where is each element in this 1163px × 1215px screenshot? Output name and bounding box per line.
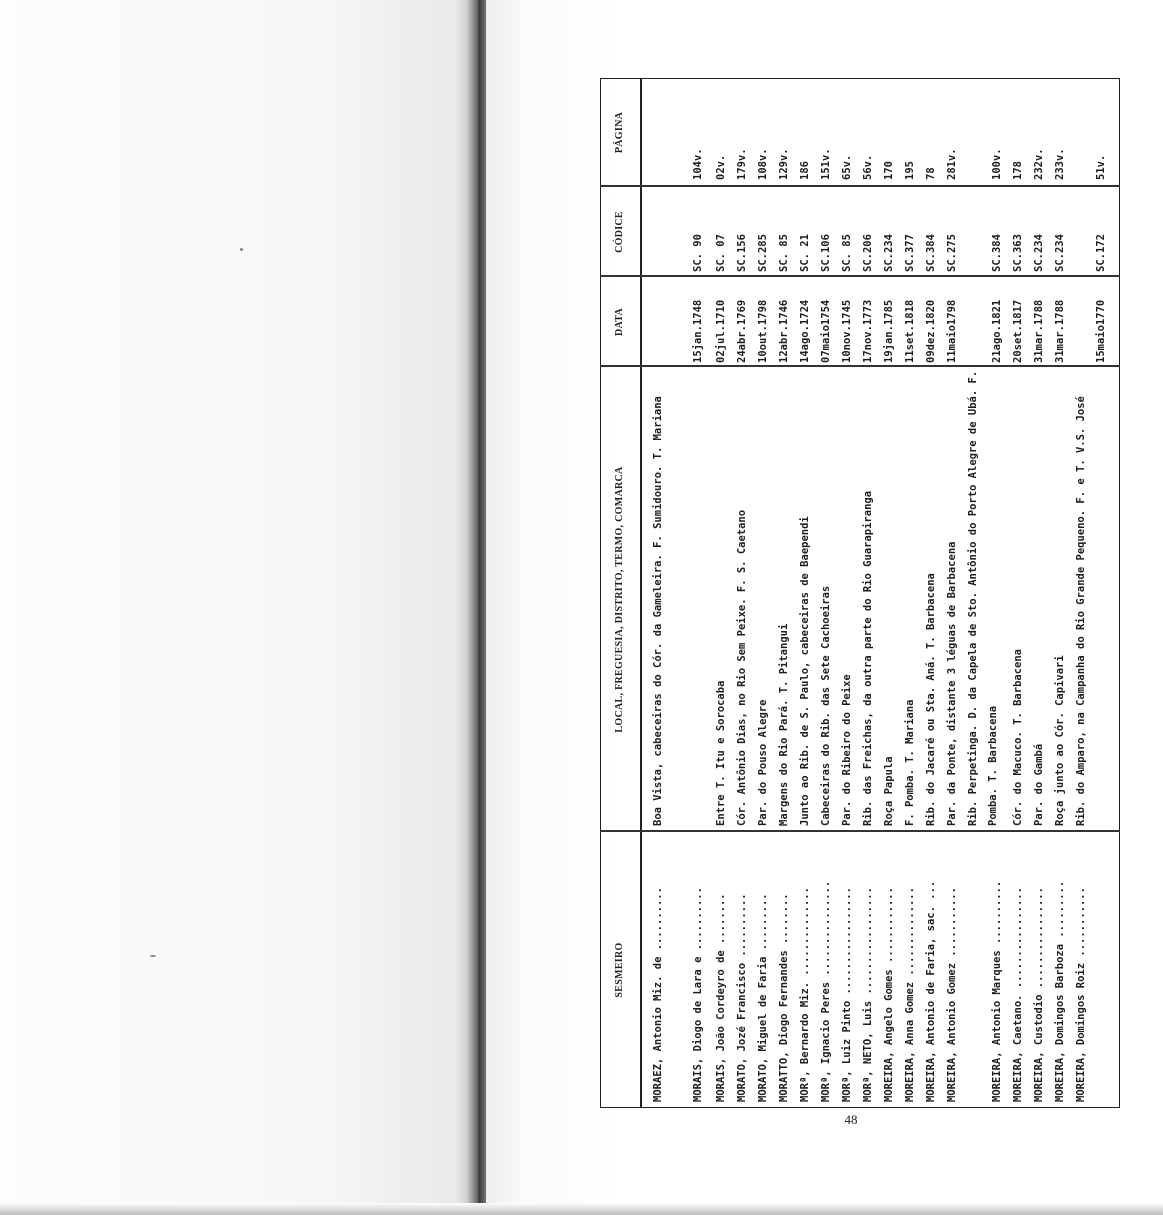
column-divider xyxy=(600,186,1120,188)
cell-local: Cór. Antônio Dias, no Rio Sem Peixe. F. S. Caetano xyxy=(736,509,748,826)
cell-pagina: 51v. xyxy=(1095,154,1107,180)
header-local: LOCAL, FREGUESIA, DISTRITO, TERMO, COMARCA xyxy=(614,466,625,733)
cell-local: Rib. Perpetinga. D. da Capela de Sto. Antônio do Porto Alegre de Ubá. F. Pomba. T. Barbacena xyxy=(967,370,999,826)
cell-sesmeiro: MORAIS, Diogo de Lara e .......... xyxy=(692,887,704,1102)
cell-data: 10out.1798 xyxy=(757,299,769,363)
header-data: DATA xyxy=(614,307,625,337)
cell-codice: SC.234 xyxy=(883,234,895,272)
cell-local: Par. do Pouso Alegre xyxy=(757,699,769,826)
cell-sesmeiro: MOREIRA, Antonio de Faria, sac. ... xyxy=(925,880,937,1102)
cell-sesmeiro: MORAIS, João Cordeyro de ........ xyxy=(715,893,727,1102)
cell-local: Par. do Gambá xyxy=(1033,743,1045,826)
cell-codice: SC.384 xyxy=(925,234,937,272)
cell-pagina: 78 xyxy=(925,167,937,180)
cell-pagina: 100v. xyxy=(991,148,1003,180)
cell-local: Roça Papula xyxy=(883,756,895,826)
header-divider xyxy=(640,78,642,1108)
cell-pagina: 232v. xyxy=(1033,148,1045,180)
cell-data: 21ago.1821 xyxy=(991,299,1003,363)
cell-data: 15jan.1748 xyxy=(692,299,704,363)
cell-sesmeiro: MORATTO, Diogo Fernandes ........ xyxy=(778,893,790,1102)
cell-pagina: 186 xyxy=(799,161,811,180)
cell-sesmeiro: MOREIRA, Antonio Gomez ........... xyxy=(946,887,958,1102)
cell-codice: SC.106 xyxy=(820,234,832,272)
cell-sesmeiro: MORATO, Jozé Francisco .......... xyxy=(736,893,748,1102)
cell-sesmeiro: MOREIRA, Caetano. ................ xyxy=(1012,887,1024,1102)
header-codice: CÓDICE xyxy=(614,211,625,253)
cell-pagina: 195 xyxy=(904,161,916,180)
cell-codice: SC. 85 xyxy=(841,234,853,272)
cell-sesmeiro: MOREIRA, Domingos Barboza ......... xyxy=(1054,880,1066,1102)
cell-pagina: 281v. xyxy=(946,148,958,180)
cell-codice: SC.234 xyxy=(1033,234,1045,272)
header-pagina: PÁGINA xyxy=(614,111,625,154)
cell-pagina: 129v. xyxy=(778,148,790,180)
cell-codice: SC. 07 xyxy=(715,234,727,272)
cell-sesmeiro: MOREIRA, Custodio ................ xyxy=(1033,887,1045,1102)
cell-local: Cór. do Macuco. T. Barbacena xyxy=(1012,648,1024,826)
cell-data: 09dez.1820 xyxy=(925,299,937,363)
cell-local: Roça junto ao Cór. Capivari xyxy=(1054,655,1066,826)
cell-codice: SC.377 xyxy=(904,234,916,272)
cell-codice: SC.206 xyxy=(862,234,874,272)
cell-local: Par. da Ponte, distante 3 léguas de Barbacena xyxy=(946,541,958,826)
cell-data: 02jul.1710 xyxy=(715,299,727,363)
cell-data: 17nov.1773 xyxy=(862,299,874,363)
column-divider xyxy=(600,276,1120,278)
cell-sesmeiro: MOREIRA, Angelo Gomes ............ xyxy=(883,887,895,1102)
cell-codice: SC.363 xyxy=(1012,234,1024,272)
cell-data: 14ago.1724 xyxy=(799,299,811,363)
cell-sesmeiro: MORª, Ignacio Peres ............... xyxy=(820,880,832,1102)
cell-codice: SC.156 xyxy=(736,234,748,272)
cell-pagina: 02v. xyxy=(715,154,727,180)
cell-data: 12abr.1746 xyxy=(778,299,790,363)
column-divider xyxy=(600,831,1120,833)
scan-speck xyxy=(240,248,243,251)
cell-local: Entre T. Itu e Sorocaba xyxy=(715,680,727,826)
cell-sesmeiro: MOREIRA, Anna Gomez .............. xyxy=(904,887,916,1102)
cell-pagina: 178 xyxy=(1012,161,1024,180)
cell-sesmeiro: MORATO, Miguel de Faria ......... xyxy=(757,893,769,1102)
cell-pagina: 56v. xyxy=(862,154,874,180)
cell-data: 31mar.1788 xyxy=(1033,299,1045,363)
cell-pagina: 65v. xyxy=(841,154,853,180)
cell-codice: SC. 90 xyxy=(692,234,704,272)
cell-codice: SC.384 xyxy=(991,234,1003,272)
cell-sesmeiro: MORª, NETO, Luis ................. xyxy=(862,887,874,1102)
cell-pagina: 233v. xyxy=(1054,148,1066,180)
cell-local: Margens do Rio Pará. T. Pitangui xyxy=(778,623,790,826)
scan-bottom-edge xyxy=(0,1203,1163,1215)
cell-codice: SC.285 xyxy=(757,234,769,272)
cell-sesmeiro: MORª, Luiz Pinto ................. xyxy=(841,887,853,1102)
cell-local: Cabeceiras do Rib. das Sete Cachoeiras xyxy=(820,585,832,826)
cell-data: 10nov.1745 xyxy=(841,299,853,363)
cell-pagina: 108v. xyxy=(757,148,769,180)
column-divider xyxy=(600,366,1120,368)
cell-local: Rib. do Jacaré ou Sta. Aná. T. Barbacena xyxy=(925,573,937,826)
cell-sesmeiro: MOREIRA, Antonio Marques .......... xyxy=(991,880,1003,1102)
sesmarias-table xyxy=(600,78,1120,1108)
cell-codice: SC. 85 xyxy=(778,234,790,272)
cell-local: Rib. do Amparo, na Campanha do Rio Grande Pequeno. F. e T. V.S. José xyxy=(1075,396,1087,826)
cell-local: Par. do Ribeiro do Peixe xyxy=(841,674,853,826)
cell-local: Boa Vista, cabeceiras do Cór. da Gameleira. F. Sumidouro. T. Mariana xyxy=(652,396,664,826)
cell-pagina: 170 xyxy=(883,161,895,180)
cell-local: F. Pomba. T. Mariana xyxy=(904,699,916,826)
cell-data: 11set.1818 xyxy=(904,299,916,363)
cell-data: 24abr.1769 xyxy=(736,299,748,363)
cell-data: 11maio1798 xyxy=(946,299,958,363)
cell-data: 15maio1770 xyxy=(1095,299,1107,363)
header-sesmeiro: SESMEIRO xyxy=(614,942,625,998)
cell-sesmeiro: MORAEZ, Antonio Miz. de .......... xyxy=(652,887,664,1102)
cell-pagina: 104v. xyxy=(692,148,704,180)
cell-data: 20set.1817 xyxy=(1012,299,1024,363)
page-number: 48 xyxy=(844,1112,858,1127)
cell-local: Rib. das Freichas, da outra parte do Rio Guarapiranga xyxy=(862,490,874,826)
left-blank-page xyxy=(0,0,470,1215)
cell-codice: SC.234 xyxy=(1054,234,1066,272)
cell-codice: SC.275 xyxy=(946,234,958,272)
cell-codice: SC.172 xyxy=(1095,234,1107,272)
cell-pagina: 179v. xyxy=(736,148,748,180)
cell-sesmeiro: MOREIRA, Domingos Roiz ........... xyxy=(1075,887,1087,1102)
cell-data: 19jan.1785 xyxy=(883,299,895,363)
cell-codice: SC. 21 xyxy=(799,234,811,272)
cell-pagina: 151v. xyxy=(820,148,832,180)
scan-speck xyxy=(150,955,156,957)
cell-data: 31mar.1788 xyxy=(1054,299,1066,363)
cell-data: 07maio1754 xyxy=(820,299,832,363)
cell-sesmeiro: MORª, Bernardo Miz. .............. xyxy=(799,887,811,1102)
cell-local: Junto ao Rib. de S. Paulo, cabeceiras de Baependi xyxy=(799,516,811,826)
